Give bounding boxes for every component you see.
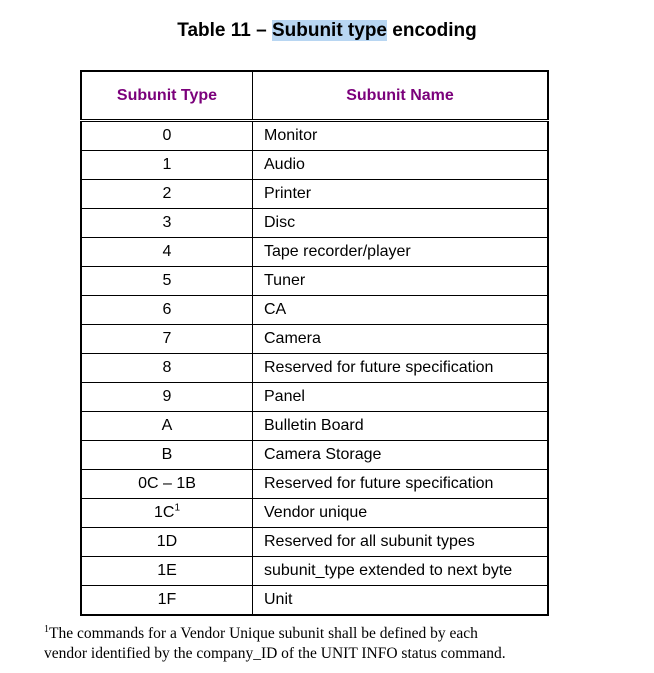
table-row xyxy=(81,180,548,209)
subunit-type-cell xyxy=(81,470,253,499)
subunit-name-cell: Disc xyxy=(253,209,549,238)
table-row xyxy=(81,586,548,616)
subunit-type-cell xyxy=(81,121,253,151)
subunit-name-cell: Reserved for future specification xyxy=(253,354,549,383)
subunit-type-cell xyxy=(81,528,253,557)
subunit-name-cell: Reserved for future specification xyxy=(253,470,549,499)
header-subunit-type: Subunit Type xyxy=(81,71,253,121)
subunit-name-cell: Camera Storage xyxy=(253,441,549,470)
footnote-text-1: The commands for a Vendor Unique subunit shall be defined by each xyxy=(49,625,478,643)
subunit-type-cell xyxy=(81,180,253,209)
footnote-text-2: vendor identified by the company_ID of the UNIT INFO status command. xyxy=(44,645,506,663)
subunit-name-cell: Camera xyxy=(253,325,549,354)
subunit-type-cell xyxy=(81,441,253,470)
table-row xyxy=(81,412,548,441)
subunit-name-cell: Reserved for all subunit types xyxy=(253,528,549,557)
subunit-name-cell: Unit xyxy=(253,586,549,616)
footnote-ref: 1 xyxy=(174,502,180,514)
table-row xyxy=(81,151,548,180)
subunit-type-cell xyxy=(81,238,253,267)
subunit-type-cell xyxy=(81,499,253,528)
subunit-type-value: 9 xyxy=(162,388,172,405)
subunit-type-value: 0 xyxy=(162,127,172,144)
subunit-type-value: 5 xyxy=(162,272,172,289)
subunit-type-cell xyxy=(81,586,253,616)
table-title xyxy=(0,20,654,42)
header-row xyxy=(81,71,548,121)
table-row xyxy=(81,238,548,267)
table-row xyxy=(81,499,548,528)
subunit-type-cell xyxy=(81,325,253,354)
title-prefix: Table 11 – xyxy=(177,20,272,41)
subunit-type-value: 3 xyxy=(162,214,172,231)
subunit-name-cell: CA xyxy=(253,296,549,325)
subunit-type-table xyxy=(80,70,549,616)
subunit-type-cell xyxy=(81,354,253,383)
footnote-marker: 1 xyxy=(44,624,49,635)
subunit-type-cell xyxy=(81,209,253,238)
subunit-type-value: 1C xyxy=(153,504,175,521)
subunit-name-cell: Panel xyxy=(253,383,549,412)
subunit-name-cell: Tuner xyxy=(253,267,549,296)
subunit-type-value: 7 xyxy=(162,330,172,347)
subunit-name-cell: Monitor xyxy=(264,127,318,144)
title-suffix: encoding xyxy=(387,20,477,41)
table-row xyxy=(81,325,548,354)
subunit-name-cell: Vendor unique xyxy=(253,499,549,528)
subunit-type-value: 8 xyxy=(162,359,172,376)
subunit-type-value: B xyxy=(161,446,173,463)
subunit-type-value: 4 xyxy=(162,243,172,260)
subunit-type-cell xyxy=(81,412,253,441)
table-row xyxy=(81,528,548,557)
subunit-type-value: 1E xyxy=(157,562,177,579)
subunit-type-value: 6 xyxy=(162,301,172,318)
header-subunit-name: Subunit Name xyxy=(253,71,549,121)
subunit-type-cell xyxy=(81,267,253,296)
subunit-type-cell xyxy=(81,296,253,325)
table-row xyxy=(81,121,548,151)
table-body xyxy=(81,121,548,616)
table-row xyxy=(81,557,548,586)
subunit-name-cell: subunit_type extended to next byte xyxy=(253,557,549,586)
subunit-type-value: 1 xyxy=(162,156,172,173)
subunit-name-cell: Audio xyxy=(253,151,549,180)
subunit-name-cell: Tape recorder/player xyxy=(253,238,549,267)
subunit-type-cell xyxy=(81,557,253,586)
title-highlight[interactable]: Subunit type xyxy=(271,20,388,41)
subunit-name-cell: Printer xyxy=(253,180,549,209)
subunit-type-value: A xyxy=(161,417,173,434)
table-row xyxy=(81,267,548,296)
subunit-type-value: 2 xyxy=(162,185,172,202)
subunit-name-cell: Bulletin Board xyxy=(253,412,549,441)
table-row xyxy=(81,383,548,412)
table-row xyxy=(81,470,548,499)
footnote-line-1 xyxy=(44,620,644,644)
footnote xyxy=(44,620,644,664)
subunit-type-cell xyxy=(81,383,253,412)
subunit-type-value: 1D xyxy=(156,533,178,550)
table-row xyxy=(81,354,548,383)
subunit-type-cell xyxy=(81,151,253,180)
table-row xyxy=(81,296,548,325)
table-row xyxy=(81,209,548,238)
subunit-type-value: 0C – 1B xyxy=(138,475,196,492)
subunit-type-value: 1F xyxy=(157,591,177,608)
table-row xyxy=(81,441,548,470)
